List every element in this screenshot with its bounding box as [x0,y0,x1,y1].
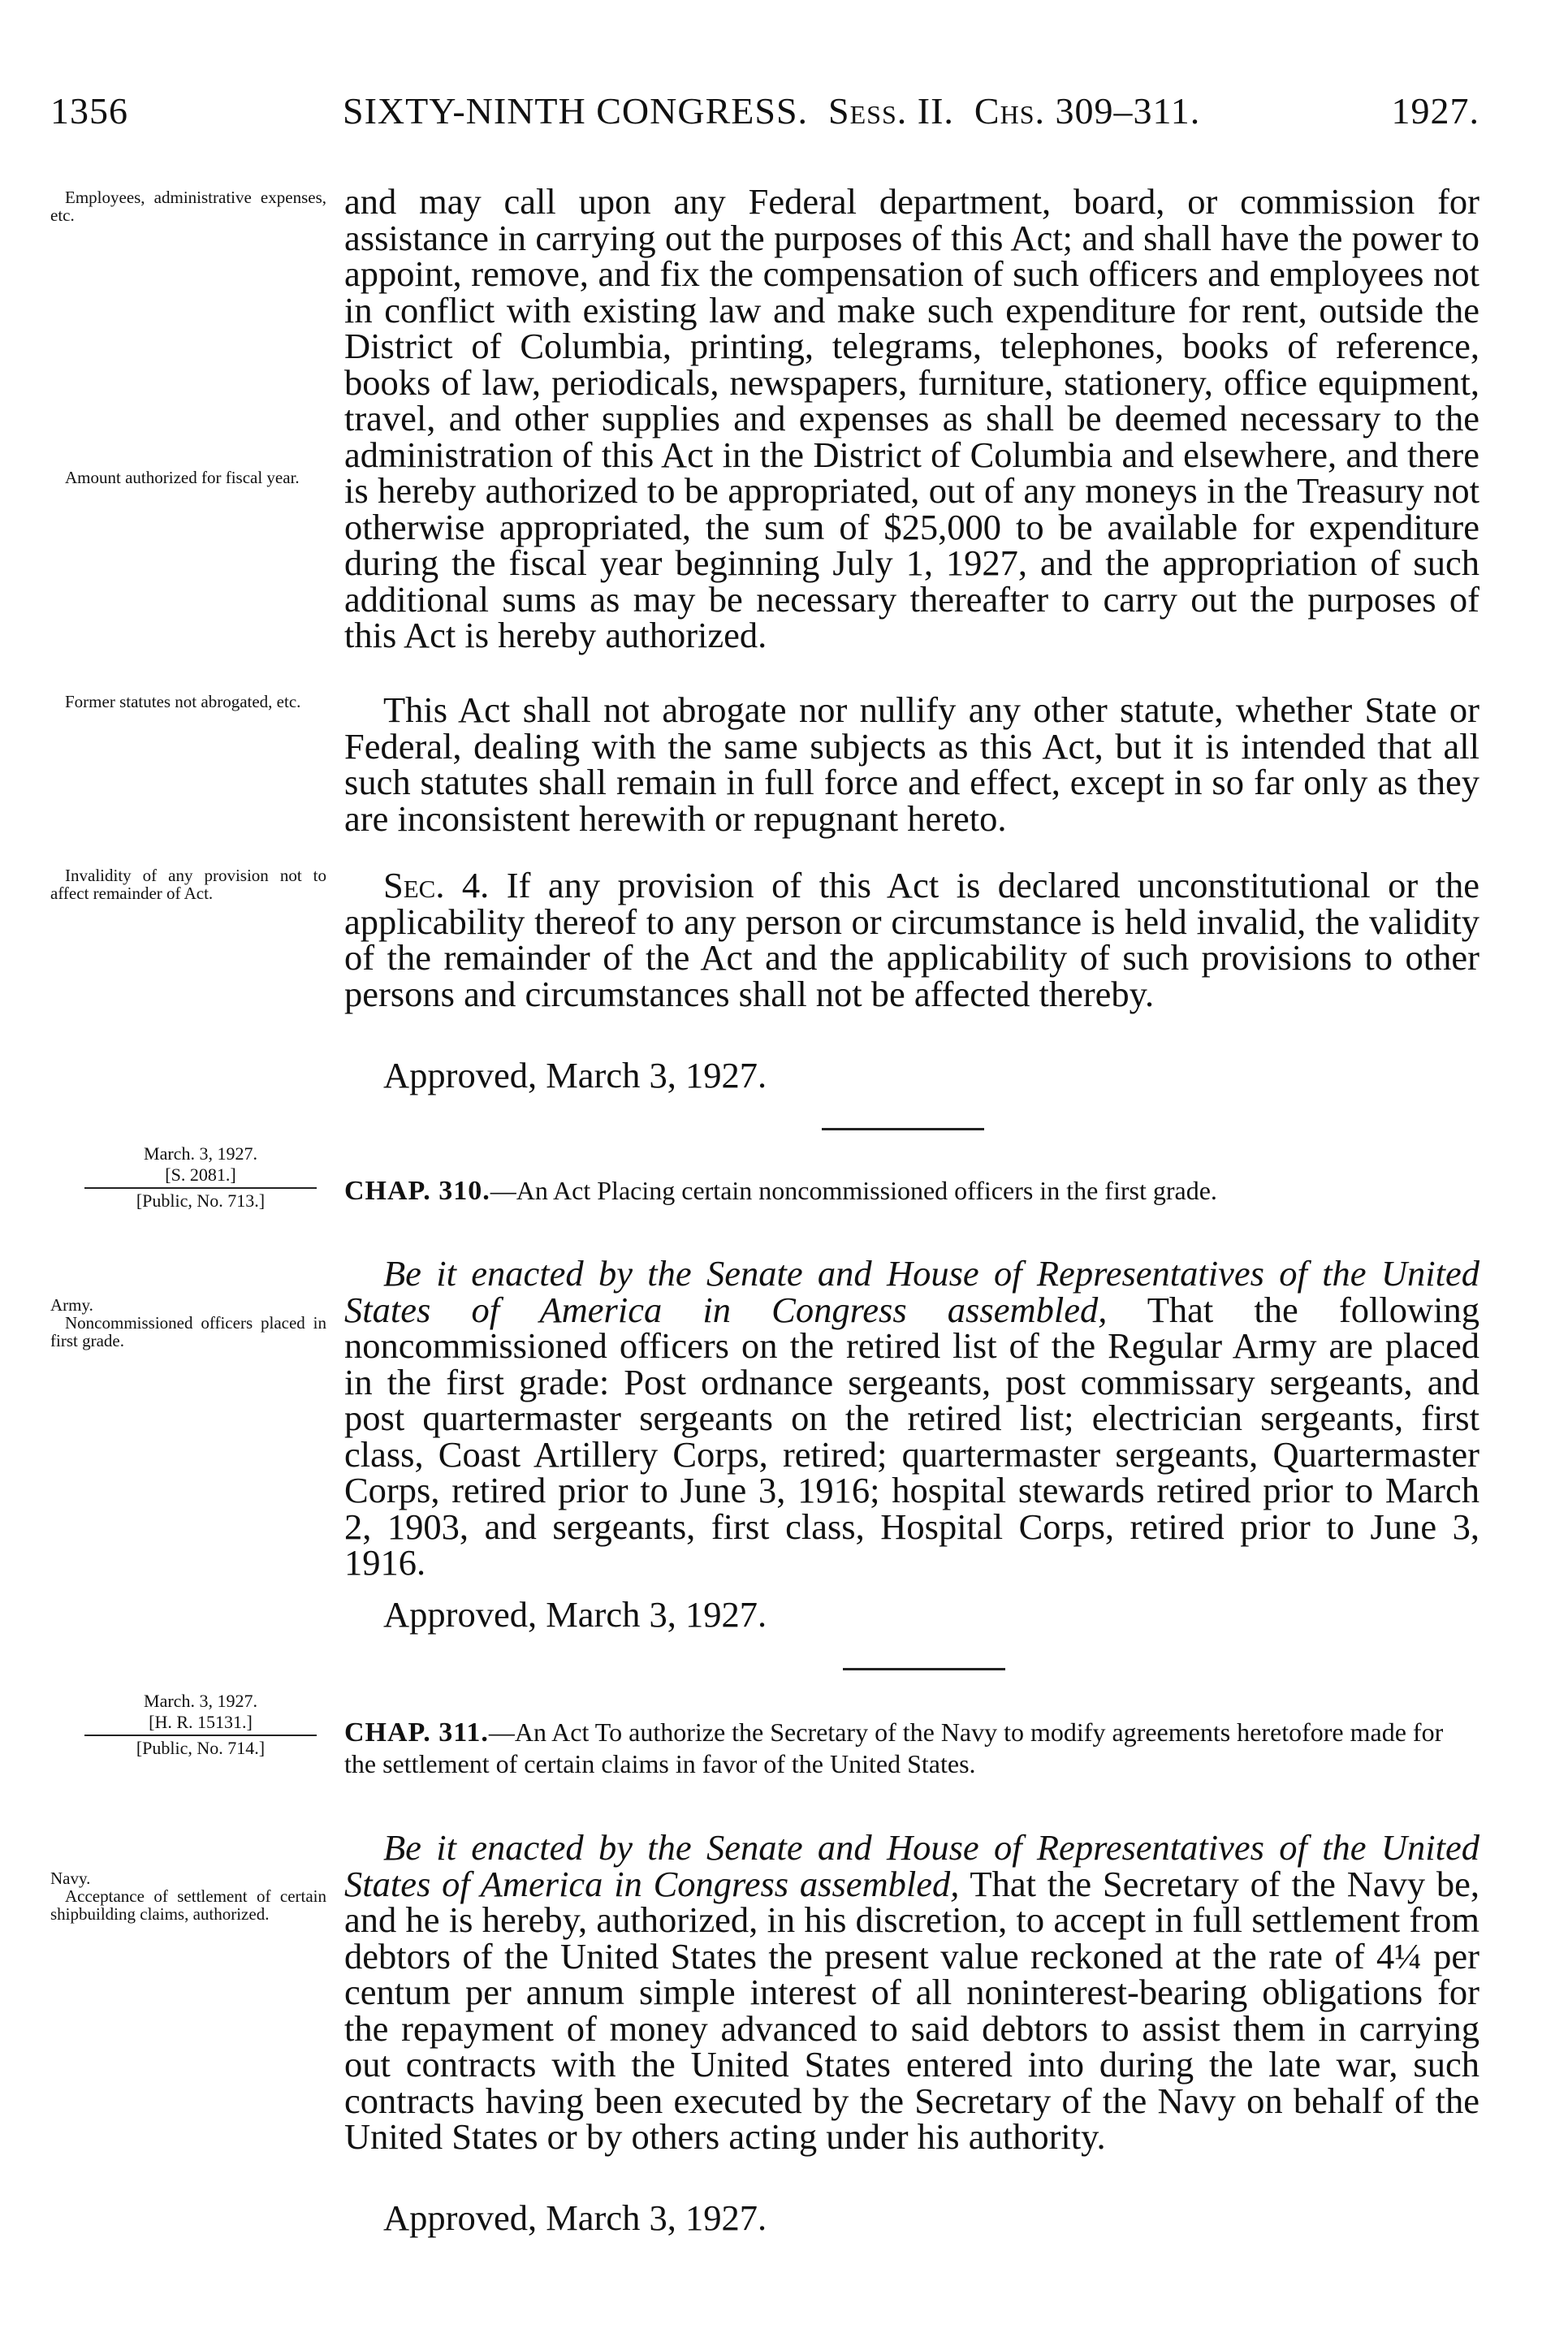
sec309-paragraph-3 [344,867,1479,1012]
margin-note-army: Army. Noncommissioned officers placed in first grade. [50,1295,326,1350]
congress-title: SIXTY-NINTH CONGRESS. [343,90,809,132]
chap310-number: CHAP. 310. [344,1176,490,1206]
chapters-label: Chs. 309–311. [974,90,1201,132]
chap311-number: CHAP. 311. [344,1717,489,1748]
sec309-paragraph-2: This Act shall not abrogate nor nullify any other statute, whether State or Federal, dealing with the same subjects as this Act, but it is intended that all such statutes shall remain in full force and effect, except in so far only as they are inconsistent herewith or repugnant hereto. [344,689,1479,839]
chap310-bill: [S. 2081.] [165,1164,236,1185]
chap311-heading [344,1717,1479,1779]
sec4-text: If any provision of this Act is declared unconstitutional or the applicability thereof to any person or circumstance is held invalid, the validity of the remainder of the Act and the applicability of such provisions to other persons and circumstances shall not be affected thereby. [344,865,1479,1014]
chap310-text: That the following noncommissioned officers on the retired list of the Regular Army are placed in the first grade: Post ordnance sergeants, post commissary sergeants, and post quartermaster sergeants on the retired list; electrician sergeants, first class, Coast Artillery Corps, retired; quartermaster sergeants, Quartermaster Corps, retired prior to June 3, 1916; hospital stewards retired prior to March 2, 1903, and sergeants, first class, Hospital Corps, retired prior to June 3, 1916. [344,1289,1480,1583]
chap311-public-no: [Public, No. 714.] [136,1738,266,1758]
session-label: Sess. II. [828,90,954,132]
chap310-title: —An Act Placing certain noncommissioned officers in the first grade. [490,1176,1217,1205]
chap311-ref-rule [84,1735,317,1736]
chap311-enacting-clause: Be it enacted by the Senate and House of Representatives of the United States of America in Congress assembled, [344,1827,1479,1904]
chap311-body [344,1827,1479,2157]
chap311-reference [75,1691,326,1759]
page-number: 1356 [50,90,128,132]
chap310-date: March. 3, 1927. [144,1143,257,1164]
chap310-enacting-clause: Be it enacted by the Senate and House of Representatives of the United States of America in Congress assembled, [344,1253,1479,1330]
margin-note-invalidity: Invalidity of any provision not to affect remainder of Act. [50,866,326,903]
margin-note-amount-authorized: Amount authorized for fiscal year. [65,468,300,487]
margin-note-statutes-not-abrogated: Former statutes not abrogated, etc. [65,692,301,711]
approved-309: Approved, March 3, 1927. [383,1055,767,1095]
chap310-ref-rule [84,1187,317,1189]
chap311-text: That the Secretary of the Navy be, and he is hereby, authorized, in his discretion, to accept in full settlement from debtors of the United States the present value reckoned at the rate of 4¼ per centum per annum simple interest of all noninterest-bearing obligations for the repayment of money advanced to said debtors to assist them in carrying out contracts with the United States entered into during the late war, such contracts having been executed by the Secretary of the Navy on behalf of the United States or by others acting under his authority. [344,1863,1479,2157]
chap311-date: March. 3, 1927. [144,1691,257,1711]
section-divider-2 [843,1668,1005,1670]
chap310-body [344,1255,1479,1581]
running-title [343,89,1200,132]
approved-310: Approved, March 3, 1927. [383,1594,767,1635]
chap311-title: —An Act To authorize the Secretary of the Navy to modify agreements heretofore made for the settlement of certain claims in favor of the United States. [344,1717,1444,1778]
approved-311: Approved, March 3, 1927. [383,2197,767,2238]
chap310-public-no: [Public, No. 713.] [136,1190,266,1211]
page-header [50,89,1479,146]
chap310-reference [75,1143,326,1212]
sec4-label: Sec. 4. [383,865,490,905]
margin-note-employees: Employees, administrative expenses, etc. [50,188,326,225]
margin-note-navy: Navy. Acceptance of settlement of certain shipbuilding claims, authorized. [50,1869,326,1924]
section-divider-1 [822,1128,984,1130]
header-year: 1927. [1391,90,1479,132]
chap311-bill: [H. R. 15131.] [149,1712,253,1732]
chap310-heading [344,1175,1479,1207]
sec309-paragraph-1: and may call upon any Federal department, board, or commission for assistance in carrying out the purposes of this Act; and shall have the power to appoint, remove, and fix the compensation of such officers and employees not in conflict with existing law and make such expenditure for rent, outside the District of Columbia, printing, telegrams, telephones, books of reference, books of law, periodicals, newspapers, furniture, stationery, office equipment, travel, and other supplies and expenses as shall be deemed necessary to the administration of this Act in the District of Columbia and elsewhere, and there is hereby authorized to be appropriated, out of any moneys in the Treasury not otherwise appropriated, the sum of $25,000 to be available for expenditure during the fiscal year beginning July 1, 1927, and the appropriation of such additional sums as may be necessary thereafter to carry out the purposes of this Act is hereby authorized. [344,181,1479,655]
